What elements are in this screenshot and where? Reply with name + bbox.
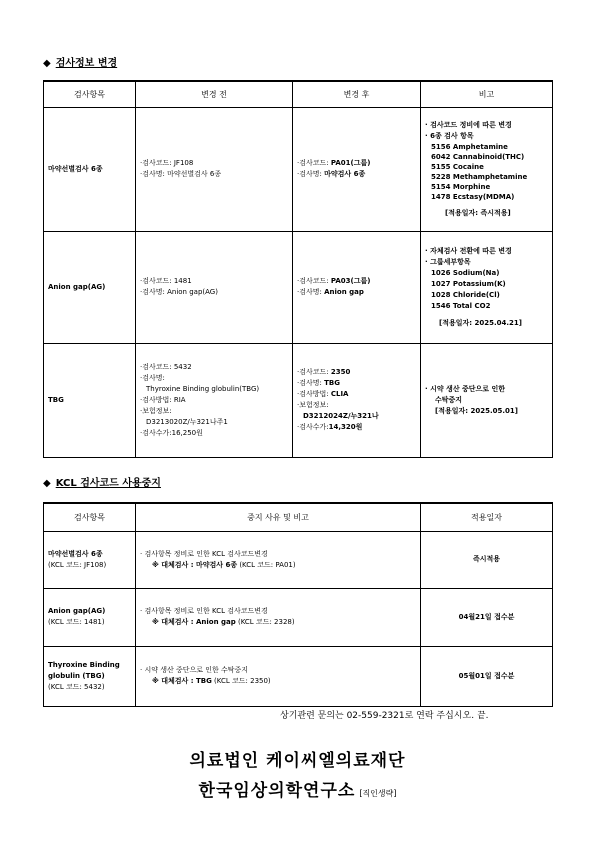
header-reason: 중지 사유 및 비고 <box>136 503 421 531</box>
table-row <box>44 531 553 588</box>
reason-cell: · 검사항목 정비로 인한 KCL 검사코드변경 ※ 대체검사 : Anion gap (KCL 코드: 2328) <box>136 588 421 646</box>
item-cell: Thyroxine Binding globulin (TBG) (KCL 코드: 5432) <box>44 646 136 706</box>
reason-cell: · 검사항목 정비로 인한 KCL 검사코드변경 ※ 대체검사 : 마약검사 6종 (KCL 코드: PA01) <box>136 531 421 588</box>
item-cell: 마약선별검사 6종 (KCL 코드: JF108) <box>44 531 136 588</box>
header-before: 변경 전 <box>136 81 293 107</box>
organization-name: 의료법인 케이씨엘의료재단 <box>189 751 406 771</box>
after-cell: ·검사코드: PA03(그룹) ·검사명: Anion gap <box>293 231 421 343</box>
note-cell: · 자체검사 전환에 따른 변경 · 그룹세부항목 1026 Sodium(Na) 1027 Potassium(K) 1028 Chloride(Cl) 1546 Total CO2 [적용일자: 2025.04.21] <box>421 231 553 343</box>
table-row <box>44 588 553 646</box>
seal-omitted-label: [직인생략] <box>359 789 397 798</box>
before-cell: ·검사코드: JF108 ·검사명: 마약선별검사 6종 <box>136 107 293 231</box>
before-cell: ·검사코드: 5432 ·검사명: Thyroxine Binding globulin(TBG) ·검사방법: RIA ·보험정보: D3213020Z/누321나주1 ·검사수가:16,250원 <box>136 343 293 457</box>
note-cell: · 검사코드 정비에 따른 변경 · 6종 검사 항목 5156 Amphetamine 6042 Cannabinoid(THC) 5155 Cocaine 5228 Methamphetamine 5154 Morphine 1478 Ecstasy(MDMA) [적용일자: 즉시적용] <box>421 107 553 231</box>
header-note: 비고 <box>421 81 553 107</box>
section2-title: ◆ KCL 검사코드 사용중지 <box>43 478 161 489</box>
table-row <box>44 231 553 343</box>
header-date: 적용일자 <box>421 503 553 531</box>
item-cell: 마약선별검사 6종 <box>44 107 136 231</box>
change-table <box>43 80 553 458</box>
discontinue-table <box>43 502 553 707</box>
table-row <box>44 107 553 231</box>
before-cell: ·검사코드: 1481 ·검사명: Anion gap(AG) <box>136 231 293 343</box>
diamond-icon: ◆ <box>43 58 51 69</box>
date-cell: 04월21일 접수분 <box>421 588 553 646</box>
item-cell: Anion gap(AG) <box>44 231 136 343</box>
item-cell: TBG <box>44 343 136 457</box>
after-cell: ·검사코드: PA01(그룹) ·검사명: 마약검사 6종 <box>293 107 421 231</box>
header-after: 변경 후 <box>293 81 421 107</box>
diamond-icon: ◆ <box>43 478 51 489</box>
date-cell: 05월01일 접수분 <box>421 646 553 706</box>
item-cell: Anion gap(AG) (KCL 코드: 1481) <box>44 588 136 646</box>
table-row <box>44 343 553 457</box>
header-item: 검사항목 <box>44 81 136 107</box>
date-cell: 즉시적용 <box>421 531 553 588</box>
note-cell: · 시약 생산 중단으로 인한 수탁중지 [적용일자: 2025.05.01] <box>421 343 553 457</box>
section1-title: ◆ 검사정보 변경 <box>43 58 118 69</box>
header-item: 검사항목 <box>44 503 136 531</box>
reason-cell: · 시약 생산 중단으로 인한 수탁중지 ※ 대체검사 : TBG (KCL 코드: 2350) <box>136 646 421 706</box>
after-cell: ·검사코드: 2350 ·검사명: TBG ·검사방법: CLIA ·보험정보: D3212024Z/누321나 ·검사수가:14,320원 <box>293 343 421 457</box>
table-row <box>44 646 553 706</box>
institute-name: 한국임상의학연구소 [직인생략] <box>198 781 397 801</box>
contact-note: 상기관련 문의는 02-559-2321로 연락 주십시오. 끝. <box>280 711 489 721</box>
